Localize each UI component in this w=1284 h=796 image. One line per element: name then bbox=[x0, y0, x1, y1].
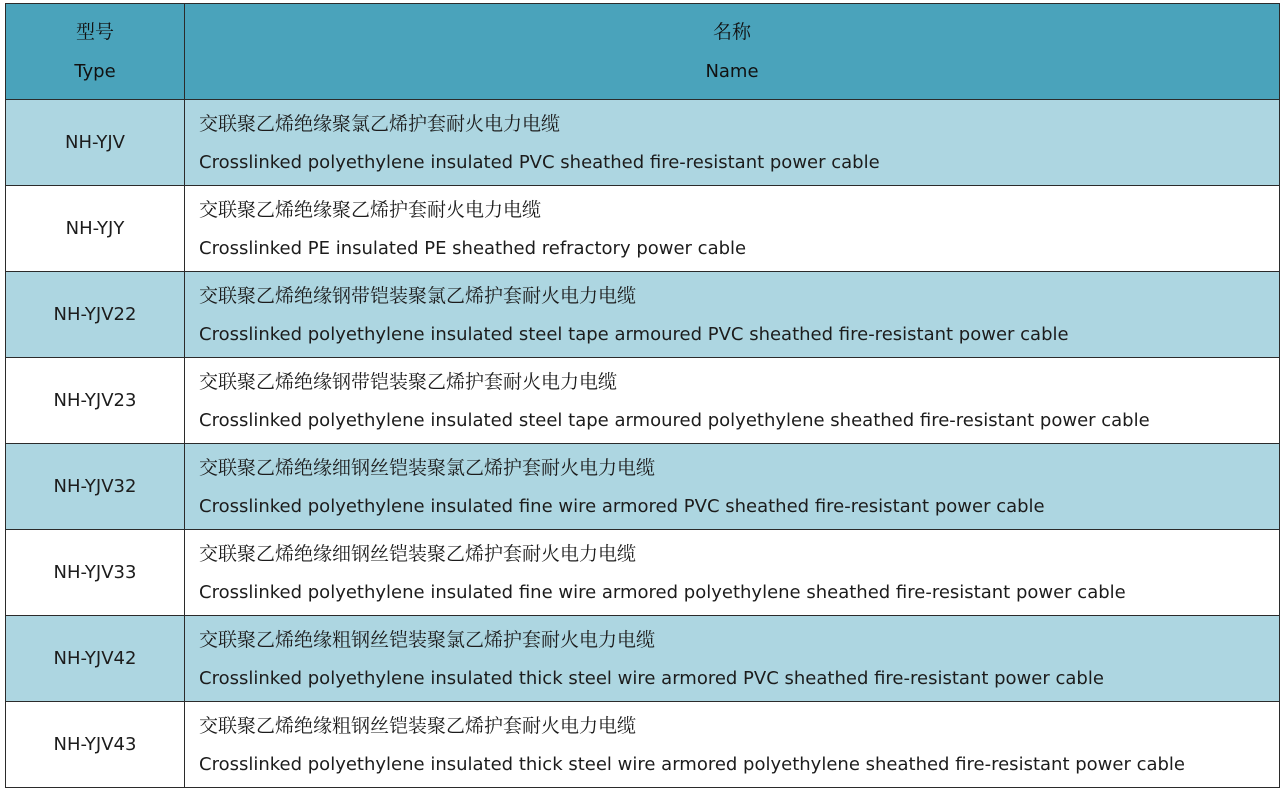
name-zh: 交联聚乙烯绝缘粗钢丝铠装聚氯乙烯护套耐火电力电缆 bbox=[199, 628, 656, 651]
type-cell: NH-YJY bbox=[6, 186, 185, 272]
name-en: Crosslinked polyethylene insulated PVC sheathed fire-resistant power cable bbox=[199, 151, 880, 173]
type-cell: NH-YJV43 bbox=[6, 702, 185, 788]
name-zh: 交联聚乙烯绝缘细钢丝铠装聚乙烯护套耐火电力电缆 bbox=[199, 542, 637, 565]
name-header-en: Name bbox=[705, 60, 759, 82]
name-en: Crosslinked polyethylene insulated fine wire armored PVC sheathed fire-resistant power cable bbox=[199, 495, 1045, 517]
cable-type-table bbox=[5, 3, 1280, 788]
type-cell: NH-YJV23 bbox=[6, 358, 185, 444]
name-cell bbox=[185, 530, 1280, 616]
name-zh: 交联聚乙烯绝缘钢带铠装聚氯乙烯护套耐火电力电缆 bbox=[199, 284, 637, 307]
name-cell bbox=[185, 358, 1280, 444]
name-cell bbox=[185, 444, 1280, 530]
name-column-header bbox=[185, 4, 1280, 100]
header-row bbox=[6, 4, 1280, 100]
name-zh: 交联聚乙烯绝缘聚氯乙烯护套耐火电力电缆 bbox=[199, 112, 561, 135]
table-row bbox=[6, 702, 1280, 788]
type-cell: NH-YJV42 bbox=[6, 616, 185, 702]
type-cell: NH-YJV bbox=[6, 100, 185, 186]
type-column-header bbox=[6, 4, 185, 100]
name-en: Crosslinked PE insulated PE sheathed refractory power cable bbox=[199, 237, 747, 259]
name-cell bbox=[185, 702, 1280, 788]
table-row bbox=[6, 530, 1280, 616]
name-zh: 交联聚乙烯绝缘聚乙烯护套耐火电力电缆 bbox=[199, 198, 542, 221]
name-en: Crosslinked polyethylene insulated steel tape armoured polyethylene sheathed fire-resistant power cable bbox=[199, 409, 1150, 431]
type-cell: NH-YJV32 bbox=[6, 444, 185, 530]
table-row bbox=[6, 358, 1280, 444]
name-en: Crosslinked polyethylene insulated thick steel wire armored PVC sheathed fire-resistant power cable bbox=[199, 667, 1104, 689]
name-cell bbox=[185, 100, 1280, 186]
table-header bbox=[6, 4, 1280, 100]
name-zh: 交联聚乙烯绝缘钢带铠装聚乙烯护套耐火电力电缆 bbox=[199, 370, 618, 393]
name-en: Crosslinked polyethylene insulated steel tape armoured PVC sheathed fire-resistant power cable bbox=[199, 323, 1069, 345]
name-cell bbox=[185, 616, 1280, 702]
table-row bbox=[6, 186, 1280, 272]
table-row bbox=[6, 272, 1280, 358]
table-row bbox=[6, 100, 1280, 186]
name-header-zh: 名称 bbox=[712, 20, 751, 43]
table-row bbox=[6, 444, 1280, 530]
type-header-zh: 型号 bbox=[75, 20, 114, 43]
type-cell: NH-YJV22 bbox=[6, 272, 185, 358]
table-body bbox=[6, 100, 1280, 788]
table-row bbox=[6, 616, 1280, 702]
name-en: Crosslinked polyethylene insulated thick steel wire armored polyethylene sheathed fire-resistant power cable bbox=[199, 753, 1186, 775]
name-en: Crosslinked polyethylene insulated fine wire armored polyethylene sheathed fire-resistant power cable bbox=[199, 581, 1126, 603]
name-zh: 交联聚乙烯绝缘粗钢丝铠装聚乙烯护套耐火电力电缆 bbox=[199, 714, 637, 737]
cable-type-table-container bbox=[5, 3, 1279, 788]
type-header-en: Type bbox=[74, 60, 116, 82]
name-cell bbox=[185, 272, 1280, 358]
name-cell bbox=[185, 186, 1280, 272]
type-cell: NH-YJV33 bbox=[6, 530, 185, 616]
name-zh: 交联聚乙烯绝缘细钢丝铠装聚氯乙烯护套耐火电力电缆 bbox=[199, 456, 656, 479]
